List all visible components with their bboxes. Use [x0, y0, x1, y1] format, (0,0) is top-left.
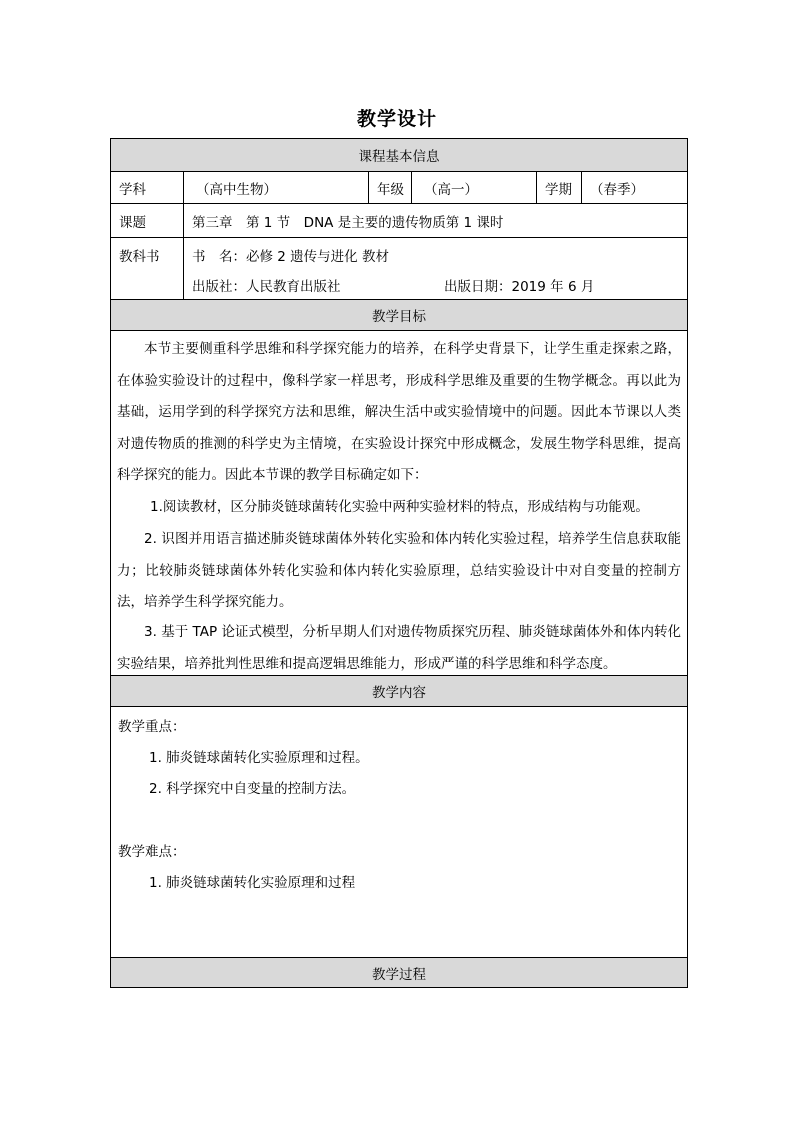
objectives-intro: 本节主要侧重科学思维和科学探究能力的培养，在科学史背景下，让学生重走探索之路，在体验实验设计的过程中，像科学家一样思考，形成科学思维及重要的生物学概念。再以此为基础，运用学到的科学探究方法和思维，解决生活中或实验情境中的问题。因此本节课以人类对遗传物质的推测的科学史为主情境，在实验设计探究中形成概念，发展生物学科思维，提高科学探究的能力。因此本节课的教学目标确定如下： [117, 341, 681, 483]
info-row-subject [111, 171, 687, 203]
key-points-label: 教学重点： [118, 719, 186, 735]
term-value: （春季） [581, 172, 689, 203]
term-label: 学期 [536, 172, 581, 203]
grade-value: （高一） [411, 172, 536, 203]
difficult-point-1: 1. 肺炎链球菌转化实验原理和过程 [149, 875, 356, 891]
publisher: 出版社：人民教育出版社 [192, 279, 341, 295]
objective-item-2: 2. 识图并用语言描述肺炎链球菌体外转化实验和体内转化实验过程，培养学生信息获取能力；比较肺炎链球菌体外转化实验和体内转化实验原理，总结实验设计中对自变量的控制方法，培养学生科学探究能力。 [117, 531, 681, 610]
subject-label: 学科 [119, 181, 146, 198]
objective-item-1: 1.阅读教材，区分肺炎链球菌转化实验中两种实验材料的特点，形成结构与功能观。 [150, 499, 649, 515]
section-header-basic-info [111, 139, 687, 171]
grade-label: 年级 [368, 172, 411, 203]
section-title: 课程基本信息 [358, 149, 440, 165]
section-title: 教学内容 [372, 685, 426, 701]
topic-label: 课题 [119, 214, 146, 231]
book-name: 书 名：必修 2 遗传与进化 教材 [192, 249, 389, 265]
section-header-objectives [111, 299, 687, 330]
section-header-process [111, 957, 687, 987]
document-title: 教学设计 [356, 108, 437, 130]
textbook-details [183, 238, 689, 299]
difficult-points-label: 教学难点： [118, 844, 186, 860]
info-row-topic [111, 203, 687, 237]
topic-value: 第三章 第 1 节 DNA 是主要的遗传物质第 1 课时 [183, 204, 689, 237]
objectives-body [111, 330, 687, 675]
section-title: 教学过程 [372, 966, 426, 983]
lesson-plan-table [110, 138, 688, 988]
textbook-label: 教科书 [119, 249, 160, 265]
section-header-content [111, 675, 687, 706]
subject-value: （高中生物） [183, 172, 368, 203]
key-point-2: 2. 科学探究中自变量的控制方法。 [149, 781, 356, 797]
content-body [111, 706, 687, 957]
info-row-textbook [111, 237, 687, 299]
objective-item-3: 3. 基于 TAP 论证式模型，分析早期人们对遗传物质探究历程、肺炎链球菌体外和体内转化实验结果，培养批判性思维和提高逻辑思维能力，形成严谨的科学思维和科学态度。 [117, 624, 681, 672]
publish-date: 出版日期：2019 年 6 月 [444, 279, 595, 295]
key-point-1: 1. 肺炎链球菌转化实验原理和过程。 [149, 750, 369, 766]
section-title: 教学目标 [372, 309, 426, 325]
